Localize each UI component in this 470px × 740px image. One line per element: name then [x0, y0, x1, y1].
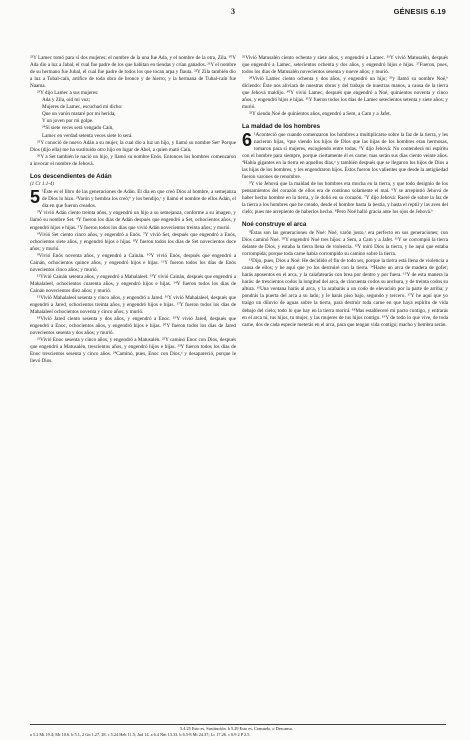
poem-line: Ada y Zila, oíd mi voz; — [42, 97, 90, 104]
poem-line: Mujeres de Lamec, escuchad mi dicho: — [42, 104, 123, 111]
paragraph — [30, 189, 236, 210]
paragraph: ²¹Vivió Enoc sesenta y cinco años, y engendró a Matusalén. ²²Y caminó Enoc con Dios, después que engendró a Matusalén, trescientos años, y engendró hijos e hijas. ²³Y fueron todos los días de Enoc trescientos sesenta y cinco años. ²⁴Caminó, pues, Enoc con Dios,ᵈ y desapareció, porque le llevó Dios. — [30, 337, 236, 365]
paragraph: ¹³Dijo, pues, Dios a Noé: He decidido el fin de todo ser, porque la tierra está llena de violencia a causa de ellos; y he aquí que yo los destruiré con la tierra. ¹⁴Hazte un arca de madera de gofer; harás aposentos en el arca, y la calafatearás con brea por dentro y por fuera. ¹⁵Y de esta manera la harás: de trescientos codos la longitud del arca, de cincuenta codos su anchura, y de treinta codos su altura. ¹⁶Una ventana harás al arca, y la acabarás a un codo de elevación por la parte de arriba; y pondrás la puerta del arca a su lado; y le harás piso bajo, segundo y tercero. ¹⁷Y he aquí que yo traigo un diluvio de aguas sobre la tierra, para destruir toda carne en que haya espíritu de vida debajo del cielo; todo lo que hay en la tierra morirá. ¹⁸Mas estableceré mi pacto contigo, y entrarás en el arca tú, tus hijos, tu mujer, y las mujeres de tus hijos contigo. ¹⁹Y de todo lo que vive, de toda carne, dos de cada especie meterás en el arca, para que tengan vida contigo; macho y hembra serán. — [242, 258, 448, 328]
poem — [30, 97, 236, 139]
paragraph: ²⁶Y a Set también le nació un hijo, y llamó su nombre Enós. Entonces los hombres comenzaron a invocar el nombre de Jehová. — [30, 153, 236, 167]
paragraph-text: ¹Aconteció que cuando comenzaron los hombres a multiplicarse sobre la faz de la tierra, y les nacieron hijas, ²que viendo los hijos de Dios que las hijas de los hombres eran hermosas, tomaron para sí mujeres, escogiendo entre todas. ³Y dijo Jehová: No contenderá mi espíritu con el hombre para siempre, porque ciertamente él es carne; mas serán sus días ciento veinte años. ⁴Había gigantes en la tierra en aquellos días,ᵃ y también después que se llegaron los hijos de Dios a las hijas de los hombres, y les engendraron hijos. Éstos fueron los valientes que desde la antigüedad fueron varones de renombre. — [242, 131, 448, 181]
poem-line: ²⁴Si siete veces será vengado Caín, — [42, 125, 114, 132]
paragraph: ³Y vivió Adán ciento treinta años, y engendró un hijo a su semejanza, conforme a su imagen, y llamó su nombre Set. ⁴Y fueron los días de Adán después que engendró a Set, ochocientos años, y engendró hijos e hijas. ⁵Y fueron todos los días que vivió Adán novecientos treinta años; y murió. — [30, 210, 236, 231]
paragraph: ⁹Éstas son las generaciones de Noé: Noé, varón justo,ᶜ era perfecto en sus generaciones; con Dios caminó Noé. ¹⁰Y engendró Noé tres hijos: a Sem, a Cam y a Jafet. ¹¹Y se corrompió la tierra delante de Dios, y estaba la tierra llena de violencia. ¹²Y miró Dios la tierra, y he aquí que estaba corrompida; porque toda carne había corrompido su camino sobre la tierra. — [242, 229, 448, 258]
paragraph: ¹²Vivió Cainán setenta años, y engendró a Mahalaleel. ¹³Y vivió Cainán, después que engendró a Mahalaleel, ochocientos cuarenta años, y engendró hijos e hijas. ¹⁴Y fueron todos los días de Cainán novecientos diez años; y murió. — [30, 273, 236, 294]
page-number: 3 — [231, 7, 235, 16]
running-head: GÉNESIS 6.19 — [393, 7, 446, 16]
footnote-line: a 5.2 Mt 19.4; Mr 10.6. b 5.1, 2 Gn 1.27, 28. c 5.24 Heb 11.5; Jud 14. a 6.4 Nm 13.33. b 6.5-8 Mt 24.37; Lc 17.26. c 6.9 2 P 2.5. — [30, 732, 251, 737]
poem-line: Lamec en verdad setenta veces siete lo será. — [42, 132, 133, 139]
chapter-number: 5 — [30, 187, 41, 208]
footnote-divider — [30, 724, 446, 725]
left-column — [30, 55, 236, 365]
section-heading: Noé construye el arca — [242, 221, 307, 229]
cross-reference: (1 Cr 1.1-4) — [30, 182, 55, 188]
paragraph: ²³Y dijo Lamec a sus mujeres: — [37, 90, 99, 97]
paragraph: ²⁸Vivió Lamec ciento ochenta y dos años, y engendró un hijo; ²⁹y llamó su nombre Noé,ᵇ diciendo: Éste nos aliviará de nuestras obras y del trabajo de nuestras manos, a causa de la tierra que Jehová maldijo. ³⁰Y vivió Lamec, después que engendró a Noé, quinientos noventa y cinco años, y engendró hijos e hijas. ³¹Y fueron todos los días de Lamec setecientos setenta y siete años; y murió. — [242, 76, 448, 111]
poem-line: Que un varón mataré por mi herida, — [42, 111, 116, 118]
paragraph — [242, 129, 448, 181]
footnotes — [30, 724, 446, 738]
section-heading: Los descendientes de Adán — [30, 172, 112, 180]
paragraph: ¹⁸Vivió Jared ciento sesenta y dos años, y engendró a Enoc. ¹⁹Y vivió Jared, después que engendró a Enoc, ochocientos años, y engendró hijos e hijas. ²⁰Y fueron todos los días de Jared novecientos sesenta y dos años; y murió. — [30, 316, 236, 337]
paragraph: ²³Y Lamec tomó para sí dos mujeres; el nombre de la una fue Ada, y el nombre de la otra, Zila. ²⁰Y Ada dio a luz a Jabal, el cual fue padre de los que habitan en tiendas y crían ganados. ²¹Y el nombre de su hermano fue Jubal, el cual fue padre de todos los que tocan arpa y flauta. ²²Y Zila también dio a luz a Tubal-caín, artífice de toda obra de bronce y de hierro; y la hermana de Tubal-caín fue Naama. — [30, 55, 236, 90]
paragraph: ⁵Y vio Jehová que la maldad de los hombres era mucha en la tierra, y que todo designio de los pensamientos del corazón de ellos era de continuo solamente el mal. ⁶Y se arrepintió Jehová de haber hecho hombre en la tierra, y le dolió en su corazón. ⁷Y dijo Jehová: Raeré de sobre la faz de la tierra a los hombres que he creado, desde el hombre hasta la bestia, y hasta el reptil y las aves del cielo; pues me arrepiento de haberlos hecho. ⁸Pero Noé halló gracia ante los ojos de Jehová.ᵇ — [242, 181, 448, 216]
chapter-number: 6 — [242, 129, 253, 150]
poem-line: Y un joven por mi golpe. — [42, 118, 94, 125]
paragraph: ³²Y siendo Noé de quinientos años, engendró a Sem, a Cam y a Jafet. — [249, 111, 391, 118]
paragraph: ⁹Vivió Enós noventa años, y engendró a Cainán. ¹⁰Y vivió Enós, después que engendró a Cainán, ochocientos quince años, y engendró hijos e hijas. ¹¹Y fueron todos los días de Enós novecientos cinco años; y murió. — [30, 252, 236, 273]
paragraph: ²⁵Y conoció de nuevo Adán a su mujer, la cual dio a luz un hijo, y llamó su nombre Setᵃ Porque Dios (dijo ella) me ha sustituido otro hijo en lugar de Abel, a quien mató Caín. — [30, 139, 236, 153]
paragraph: ²⁵Vivió Matusalén ciento ochenta y siete años, y engendró a Lamec. ²⁶Y vivió Matusalén, después que engendró a Lamec, setecientos ochenta y dos años, y engendró hijos e hijas. ²⁷Fueron, pues, todos los días de Matusalén novecientos sesenta y nueve años; y murió. — [242, 55, 448, 76]
footnote-line: 5.4.25 Esto es, Sustitución. b 5.29 Esto es, Consuelo, o Descanso. — [180, 726, 294, 731]
paragraph-text: ¹Éste es el libro de las generaciones de Adán. El día en que creó Dios al hombre, a semejanza de Dios lo hizo. ²Varón y hembra los creó;ᵇ y los bendijo,ᶜ y llamó el nombre de ellos Adán, el día en que fueron creados. — [42, 189, 236, 210]
paragraph: ⁶Vivió Set ciento cinco años, y engendró a Enós. ⁷Y vivió Set, después que engendró a Enós, ochocientos siete años, y engendró hijos e hijas. ⁸Y fueron todos los días de Set novecientos doce años; y murió. — [30, 231, 236, 252]
right-column — [242, 55, 448, 329]
paragraph: ¹⁵Vivió Mahalaleel sesenta y cinco años, y engendró a Jared. ¹⁶Y vivió Mahalaleel, después que engendró a Jared, ochocientos treinta años, y engendró hijos e hijas. ¹⁷Y fueron todos los días de Mahalaleel ochocientos noventa y cinco años; y murió. — [30, 295, 236, 316]
section-heading: La maldad de los hombres — [242, 123, 321, 131]
